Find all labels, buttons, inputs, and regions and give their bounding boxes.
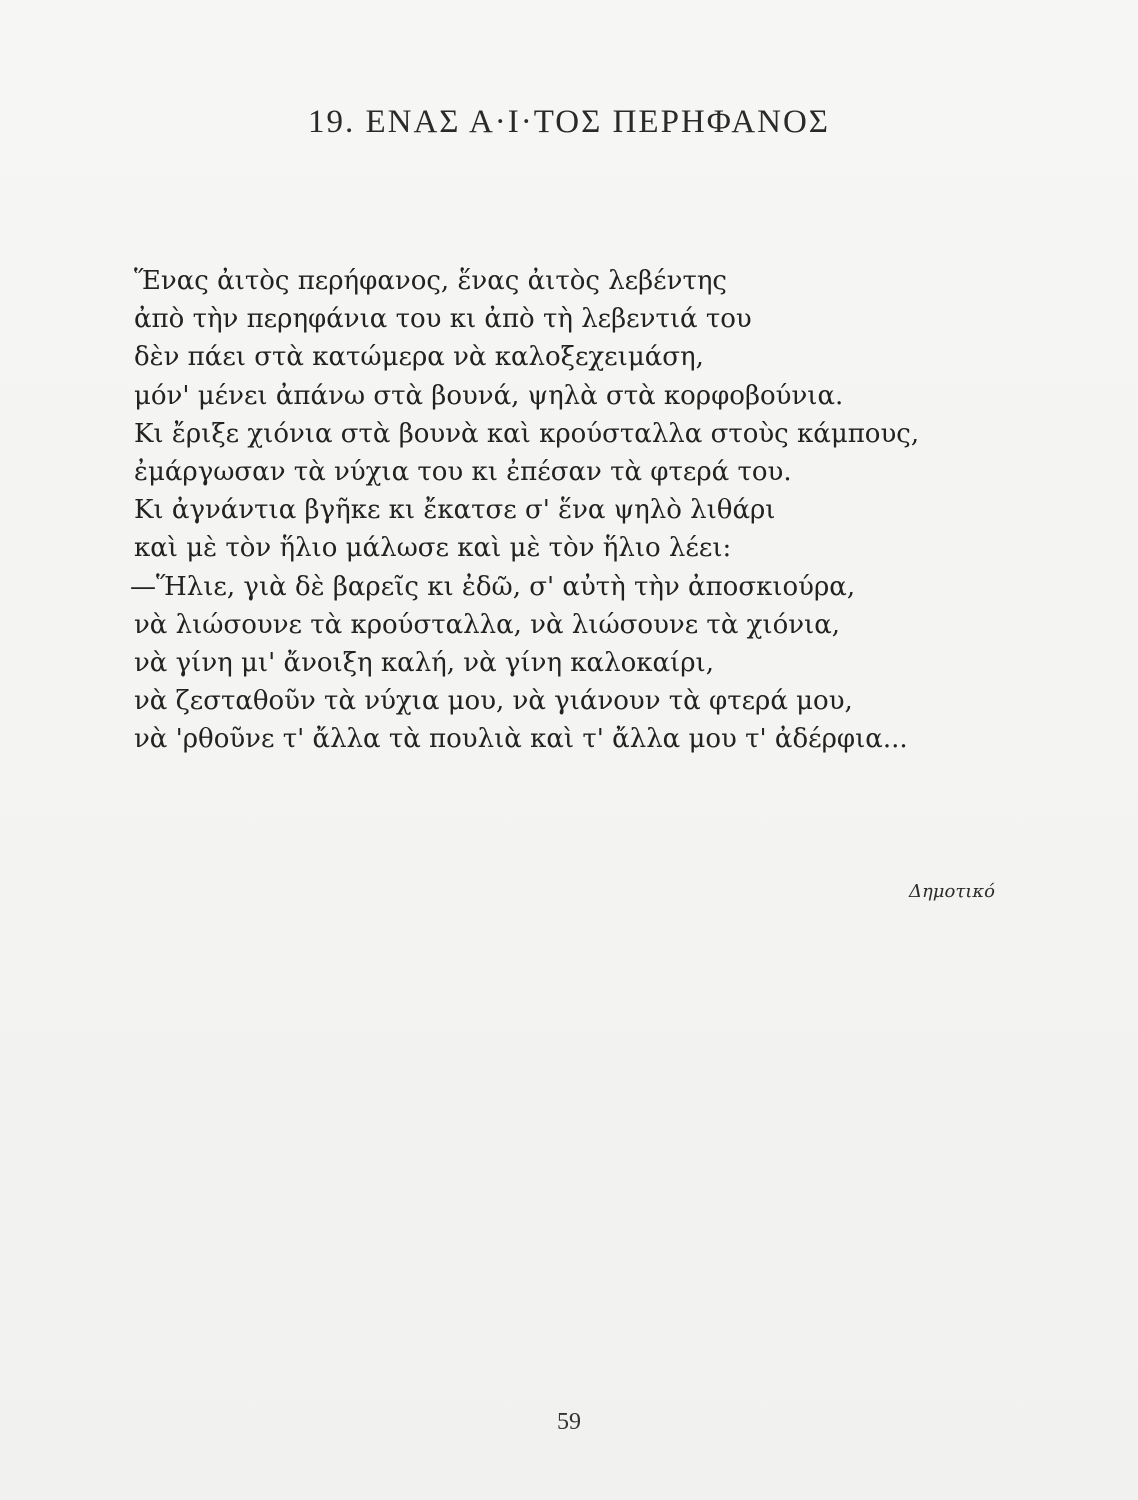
poem-line: Ἕνας ἀιτὸς περήφανος, ἕνας ἀιτὸς λεβέντης (134, 266, 727, 296)
poem-line: μόν' μένει ἀπάνω στὰ βουνά, ψηλὰ στὰ κορφοβούνια. (134, 380, 844, 411)
poem-line: καὶ μὲ τὸν ἥλιο μάλωσε καὶ μὲ τὸν ἥλιο λέει: (134, 533, 732, 564)
poem-line: δὲν πάει στὰ κατώμερα νὰ καλοξεχειμάση, (134, 342, 704, 373)
poem-line: ἀπὸ τὴν περηφάνια του κι ἀπὸ τὴ λεβεντιά του (134, 304, 752, 335)
poem-line: νὰ 'ρθοῦνε τ' ἄλλα τὰ πουλιὰ καὶ τ' ἄλλα μου τ' ἀδέρφια... (134, 724, 908, 755)
poem-line: —Ἥλιε, γιὰ δὲ βαρεῖς κι ἐδῶ, σ' αὐτὴ τὴν ἀποσκιούρα, (130, 571, 856, 602)
poem-line: νὰ λιώσουνε τὰ κρούσταλλα, νὰ λιώσουνε τὰ χιόνια, (134, 609, 841, 640)
poem-title: 19. ΕΝΑΣ Α·Ι·ΤΟΣ ΠΕΡΗΦΑΝΟΣ (307, 104, 831, 140)
poem-line: νὰ γίνη μι' ἄνοιξη καλή, νὰ γίνη καλοκαίρι, (134, 648, 714, 679)
poem-line: Κι ἀγνάντια βγῆκε κι ἔκατσε σ' ἕνα ψηλὸ λιθάρι (134, 495, 776, 526)
poem-body (130, 262, 1014, 759)
poem-attribution: Δημοτικό (909, 881, 995, 902)
page-number: 59 (557, 1409, 581, 1435)
poem-line: Κι ἔριξε χιόνια στὰ βουνὰ καὶ κρούσταλλα στοὺς κάμπους, (134, 418, 920, 449)
poem-line: ἐμάργωσαν τὰ νύχια του κι ἐπέσαν τὰ φτερά του. (134, 457, 792, 488)
poem-line: νὰ ζεσταθοῦν τὰ νύχια μου, νὰ γιάνουν τὰ φτερά μου, (134, 686, 853, 717)
